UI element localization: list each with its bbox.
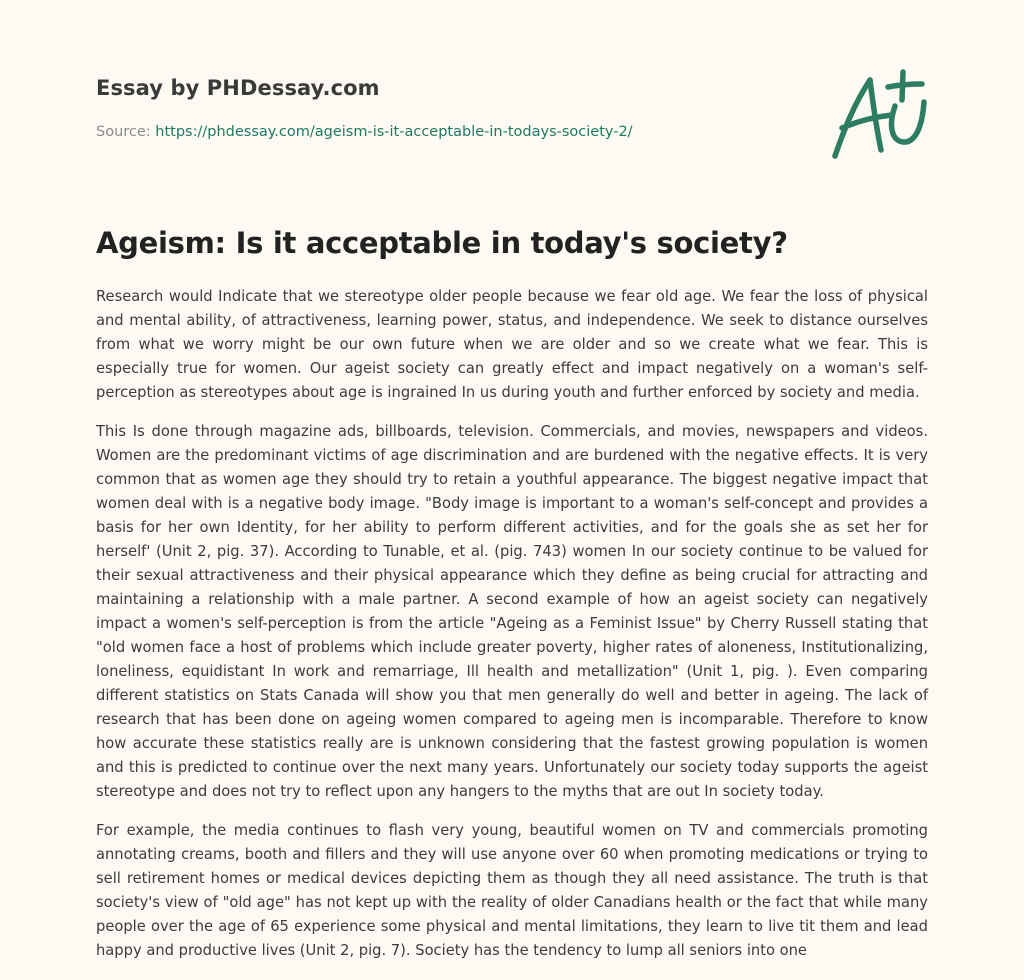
- source-link[interactable]: https://phdessay.com/ageism-is-it-acceptable-in-todays-society-2/: [155, 124, 633, 140]
- essay-paragraph: This Is done through magazine ads, billboards, television. Commercials, and movies, newspapers and videos. Women are the predominant victims of age discrimination and are burdened with the negative effects. It is very common that as women age they should try to retain a youthful appearance. The biggest negative impact that women deal with is a negative body image. "Body image is important to a woman's self-concept and provides a basis for her own Identity, for her ability to perform different activities, and for the goals she as set her for herself' (Unit 2, pig. 37). According to Tunable, et al. (pig. 743) women In our society continue to be valued for their sexual attractiveness and their physical appearance which they define as being crucial for attracting and maintaining a relationship with a male partner. A second example of how an ageist society can negatively impact a women's self-perception is from the article "Ageing as a Feminist Issue" by Cherry Russell stating that "old women face a host of problems which include greater poverty, higher rates of aloneness, Institutionalizing, loneliness, equidistant In work and remarriage, Ill health and metallization" (Unit 1, pig. ). Even comparing different statistics on Stats Canada will show you that men generally do well and better in ageing. The lack of research that has been done on ageing women compared to ageing men is incomparable. Therefore to know how accurate these statistics really are is unknown considering that the fastest growing population is women and this is predicted to continue over the next many years. Unfortunately our society today supports the ageist stereotype and does not try to reflect upon any hangers to the myths that are out In society today.: [96, 423, 928, 800]
- source-label: Source:: [96, 124, 156, 140]
- site-title: Essay by PHDessay.com: [96, 76, 380, 100]
- a-plus-logo-icon: [826, 68, 930, 164]
- essay-paragraph: For example, the media continues to flash very young, beautiful women on TV and commercials promoting annotating creams, booth and fillers and they will use anyone over 60 when promoting medications or trying to sell retirement homes or medical devices depicting them as though they all need assistance. The truth is that society's view of "old age" has not kept up with the reality of older Canadians health or the fact that while many people over the age of 65 experience some physical and mental limitations, they learn to live tit them and lead happy and productive lives (Unit 2, pig. 7). Society has the tendency to lump all seniors into one: [96, 822, 928, 959]
- essay-paragraph: Research would Indicate that we stereotype older people because we fear old age. We fear the loss of physical and mental ability, of attractiveness, learning power, status, and independence. We seek to distance ourselves from what we worry might be our own future when we are older and so we create what we fear. This is especially true for women. Our ageist society can greatly effect and impact negatively on a woman's self-perception as stereotypes about age is ingrained In us during youth and further enforced by society and media.: [96, 288, 928, 401]
- essay-title: Ageism: Is it acceptable in today's society?: [96, 226, 788, 260]
- source-line: [96, 124, 633, 140]
- essay-body: [96, 285, 928, 978]
- page-header: [96, 0, 928, 200]
